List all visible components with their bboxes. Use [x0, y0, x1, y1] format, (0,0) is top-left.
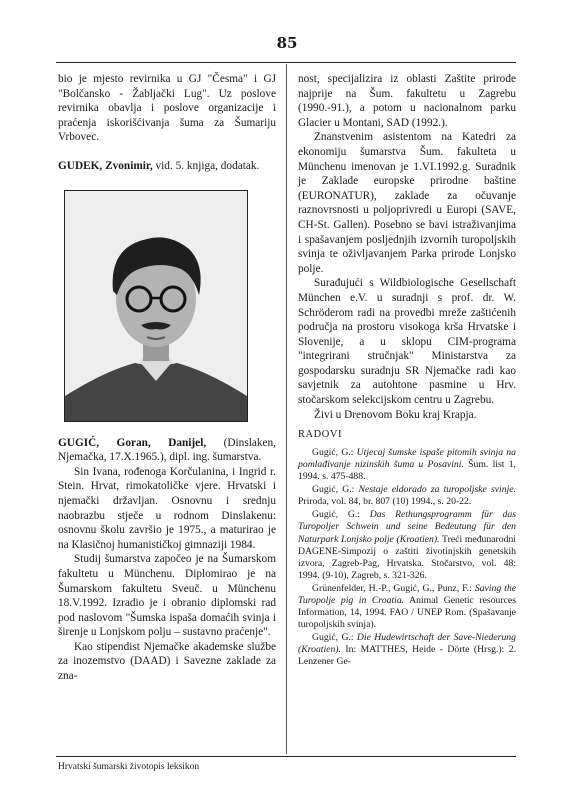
paragraph: Sin Ivana, rođenoga Korčulanina, i Ingrid r. Stein. Hrvat, rimokatoličke vjere. Hrvatski i njemački državljan. Osnovnu i srednju naobrazbu stječe u rodnom Dinslakenu: osnovnu školu završio je 1975., a maturirao je na Klasičnoj humanističkoj gimnaziji 1984. — [58, 465, 276, 551]
ref-title: Saving the Turopolje pig in Croatia. — [298, 582, 516, 606]
entry-text: (Dinslaken, Njemačka, 17.X.1965.), dipl. ing. šumarstva. — [58, 436, 277, 464]
footer-rule — [56, 756, 516, 757]
ref-authors: Gugić, G.: — [312, 484, 359, 496]
entry-text: vid. 5. knjiga, dodatak. — [152, 159, 260, 172]
ref-source: Priroda, vol. 84, br. 807 (10) 1994., s. 20-22. — [298, 496, 472, 508]
ref-authors: Gugić, G.: — [312, 446, 357, 458]
ref-title: Nestaje eldorado za turopoljske svinje. — [358, 484, 516, 496]
ref-source: In: MATTHES, Heide - Dörte (Hrsg.): 2. Lenzener Ge- — [298, 644, 516, 668]
footer-title: Hrvatski šumarski životopis leksikon — [58, 762, 200, 772]
reference-list — [298, 447, 516, 669]
paragraph: Znanstvenim asistentom na Katedri za ekonomiju šumarstva Šum. fakulteta u Münchenu imenovan je 1.VI.1992.g. Suradnik je Zaklade europske prirodne baštine (EURONATUR), zaklade za očuvanje raznovrsnosti u poljoprivredi u Europi (SAVE, CH-St. Gallen). Posebno se bavi istraživanjima i spašavanjem posljednjih izvornih turopoljskih svinja te oživljavanjem Parka prirode Lonjsko polje. — [298, 131, 516, 275]
ref-authors: Gugić, G.: — [312, 632, 357, 644]
ref-title: Utjecaj šumske ispaše pitomih svinja na pomlađivanje nizinskih šuma u Posavini. — [298, 446, 516, 470]
ref-source: Treći međunarodni DAGENE-Simpozij o zaštiti životinjskih genetskih izvora, Zagreb-Pag, Hrvatska. Stočarstvo, vol. 48: 1994. (9-10), Zagreb, s. 321-326. — [298, 533, 516, 581]
entry-headword: GUGIĆ, Goran, Danijel, — [58, 436, 207, 449]
paragraph-continuation: nost, specijalizira iz oblasti Zaštite prirode najprije na Šum. fakultetu u Zagrebu (1990.-91.), a potom u nacionalnom parku Glacier u Montani, SAD (1992.). — [298, 73, 516, 129]
portrait-image — [65, 191, 247, 421]
entry-gudek — [58, 159, 276, 174]
left-column — [58, 72, 276, 684]
header-rule — [56, 62, 516, 63]
entry-gugic-header — [58, 436, 276, 465]
ref-title: Die Hudewirtschaft der Save-Niederung (Kroatien). — [298, 632, 516, 656]
section-title-radovi: RADOVI — [298, 429, 343, 441]
ref-source: Animal Genetic resources Information, 14, 1994. FAO / UNEP Rom. (Spašavanje turopoljskih svinja). — [298, 594, 516, 631]
paragraph-continuation: bio je mjesto revirnika u GJ "Česma" i GJ "Bolčansko - Žabljački Lug". Uz poslove revirnika obavlja i poslove organizacije i praćenja iskorišćivanja šuma za Šumariju Vrbovec. — [58, 73, 276, 144]
reference-item — [298, 509, 516, 582]
reference-item — [298, 447, 516, 483]
reference-item — [298, 583, 516, 631]
paragraph: Živi u Drenovom Boku kraj Krapja. — [314, 408, 477, 421]
entry-headword: GUDEK, Zvonimir, — [58, 159, 153, 172]
right-column — [298, 72, 516, 670]
paragraph: Studij šumarstva započeo je na Šumarskom fakultetu u Münchenu. Diplomirao je na Šumarskom fakultetu Sveuč. u Münchenu 18.V.1992. Izradio je i obranio diplomski rad pod naslovom "Šumska ispaša domaćih svinja i širenje u Lonjskom polju – sustavno praćenje". — [58, 553, 276, 639]
reference-item — [298, 632, 516, 668]
portrait-photo — [64, 190, 248, 422]
page-number: 85 — [276, 34, 298, 52]
ref-title: Das Rethungsprogramm für das Turopoljer Schwein und seine Bedeutung für den Naturpark Lonjsko polje (Kroatien). — [298, 509, 516, 545]
ref-authors: Grünenfelder, H.-P., Gugić, G., Punz, F.: — [312, 582, 475, 594]
ref-source: Šum. list 1, 1994. s. 475-488. — [298, 458, 516, 483]
ref-authors: Gugić, G.: — [312, 509, 370, 521]
paragraph: Surađujući s Wildbiologische Gesellschaft München e.V. u suradnji s prof. dr. W. Schröderom radi na provedbi mreže zaštićenih područja na prostoru visokoga krša Hrvatske i Slovenije, a u sklopu CIM-programa "integrirani stručnjak" Ministarstva za gospodarsku suradnju SR Njemačke radi kao savjetnik za autohtone pasmine u Hrv. stočarskom selekcijskom centru u Zagrebu. — [298, 277, 516, 407]
column-divider — [286, 64, 287, 754]
reference-item — [298, 484, 516, 508]
paragraph: Kao stipendist Njemačke akademske službe za inozemstvo (DAAD) i Savezne zaklade za zna- — [58, 640, 276, 683]
